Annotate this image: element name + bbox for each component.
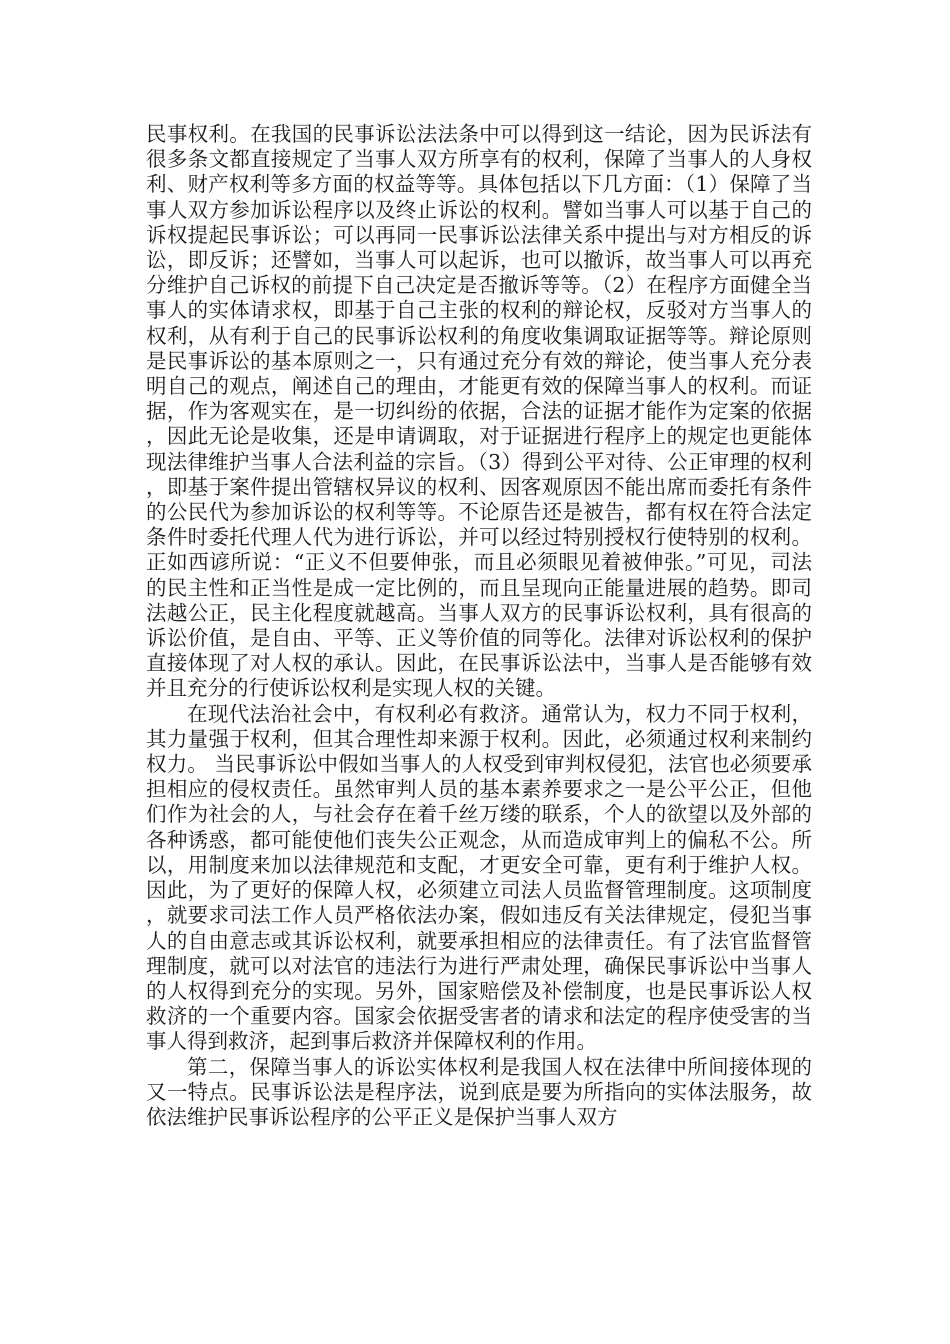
body-text xyxy=(146,122,812,1130)
paragraph-remedy: 在现代法治社会中，有权利必有救济。通常认为，权力不同于权利，其力量强于权利，但其合理性却来源于权利。因此，必须通过权利来制约权力。 当民事诉讼中假如当事人的人权受到审判权侵犯，法官也必须要承担相应的侵权责任。虽然审判人员的基本素养要求之一是公平公正，但他们作为社会的人，与社会存在着千丝万缕的联系，个人的欲望以及外部的各种诱惑，都可能使他们丧失公正观念，从而造成审判上的偏私不公。所以，用制度来加以法律规范和支配，才更安全可靠，更有利于维护人权。 因此，为了更好的保障人权，必须建立司法人员监督管理制度。这项制度，就要求司法工作人员严格依法办案，假如违反有关法律规定，侵犯当事人的自由意志或其诉讼权利，就要承担相应的法律责任。有了法官监督管理制度，就可以对法官的违法行为进行严肃处理，确保民事诉讼中当事人的人权得到充分的实现。另外，国家赔偿及补偿制度，也是民事诉讼人权救济的一个重要内容。国家会依据受害者的请求和法定的程序使受害的当事人得到救济，起到事后救济并保障权利的作用。 xyxy=(146,701,812,1054)
paragraph-second-point: 第二，保障当事人的诉讼实体权利是我国人权在法律中所间接体现的又一特点。民事诉讼法是程序法，说到底是要为所指向的实体法服务，故依法维护民事诉讼程序的公平正义是保护当事人双方 xyxy=(146,1054,812,1129)
paragraph-continuation: 民事权利。在我国的民事诉讼法法条中可以得到这一结论，因为民诉法有很多条文都直接规定了当事人双方所享有的权利，保障了当事人的人身权利、财产权利等多方面的权益等等。具体包括以下几方面：（1）保障了当事人双方参加诉讼程序以及终止诉讼的权利。譬如当事人可以基于自己的诉权提起民事诉讼；可以再同一民事诉讼法律关系中提出与对方相反的诉讼，即反诉；还譬如，当事人可以起诉，也可以撤诉，故当事人可以再充分维护自己诉权的前提下自己决定是否撤诉等等。（2）在程序方面健全当事人的实体请求权，即基于自己主张的权利的辩论权，反驳对方当事人的权利，从有利于自己的民事诉讼权利的角度收集调取证据等等。辩论原则是民事诉讼的基本原则之一，只有通过充分有效的辩论，使当事人充分表明自己的观点，阐述自己的理由，才能更有效的保障当事人的权利。而证据，作为客观实在，是一切纠纷的依据，合法的证据才能作为定案的依据，因此无论是收集，还是申请调取，对于证据进行程序上的规定也更能体现法律维护当事人合法利益的宗旨。（3）得到公平对待、公正审理的权利，即基于案件提出管辖权异议的权利、因客观原因不能出席而委托有条件的公民代为参加诉讼的权利等等。不论原告还是被告，都有权在符合法定条件时委托代理人代为进行诉讼，并可以经过特别授权行使特别的权利。正如西谚所说：“正义不但要伸张，而且必须眼见着被伸张。”可见，司法的民主性和正当性是成一定比例的，而且呈现向正能量进展的趋势。即司法越公正，民主化程度就越高。当事人双方的民事诉讼权利，具有很高的诉讼价值，是自由、平等、正义等价值的同等化。法律对诉讼权利的保护直接体现了对人权的承认。因此，在民事诉讼法中，当事人是否能够有效并且充分的行使诉讼权利是实现人权的关键。 xyxy=(146,122,812,701)
